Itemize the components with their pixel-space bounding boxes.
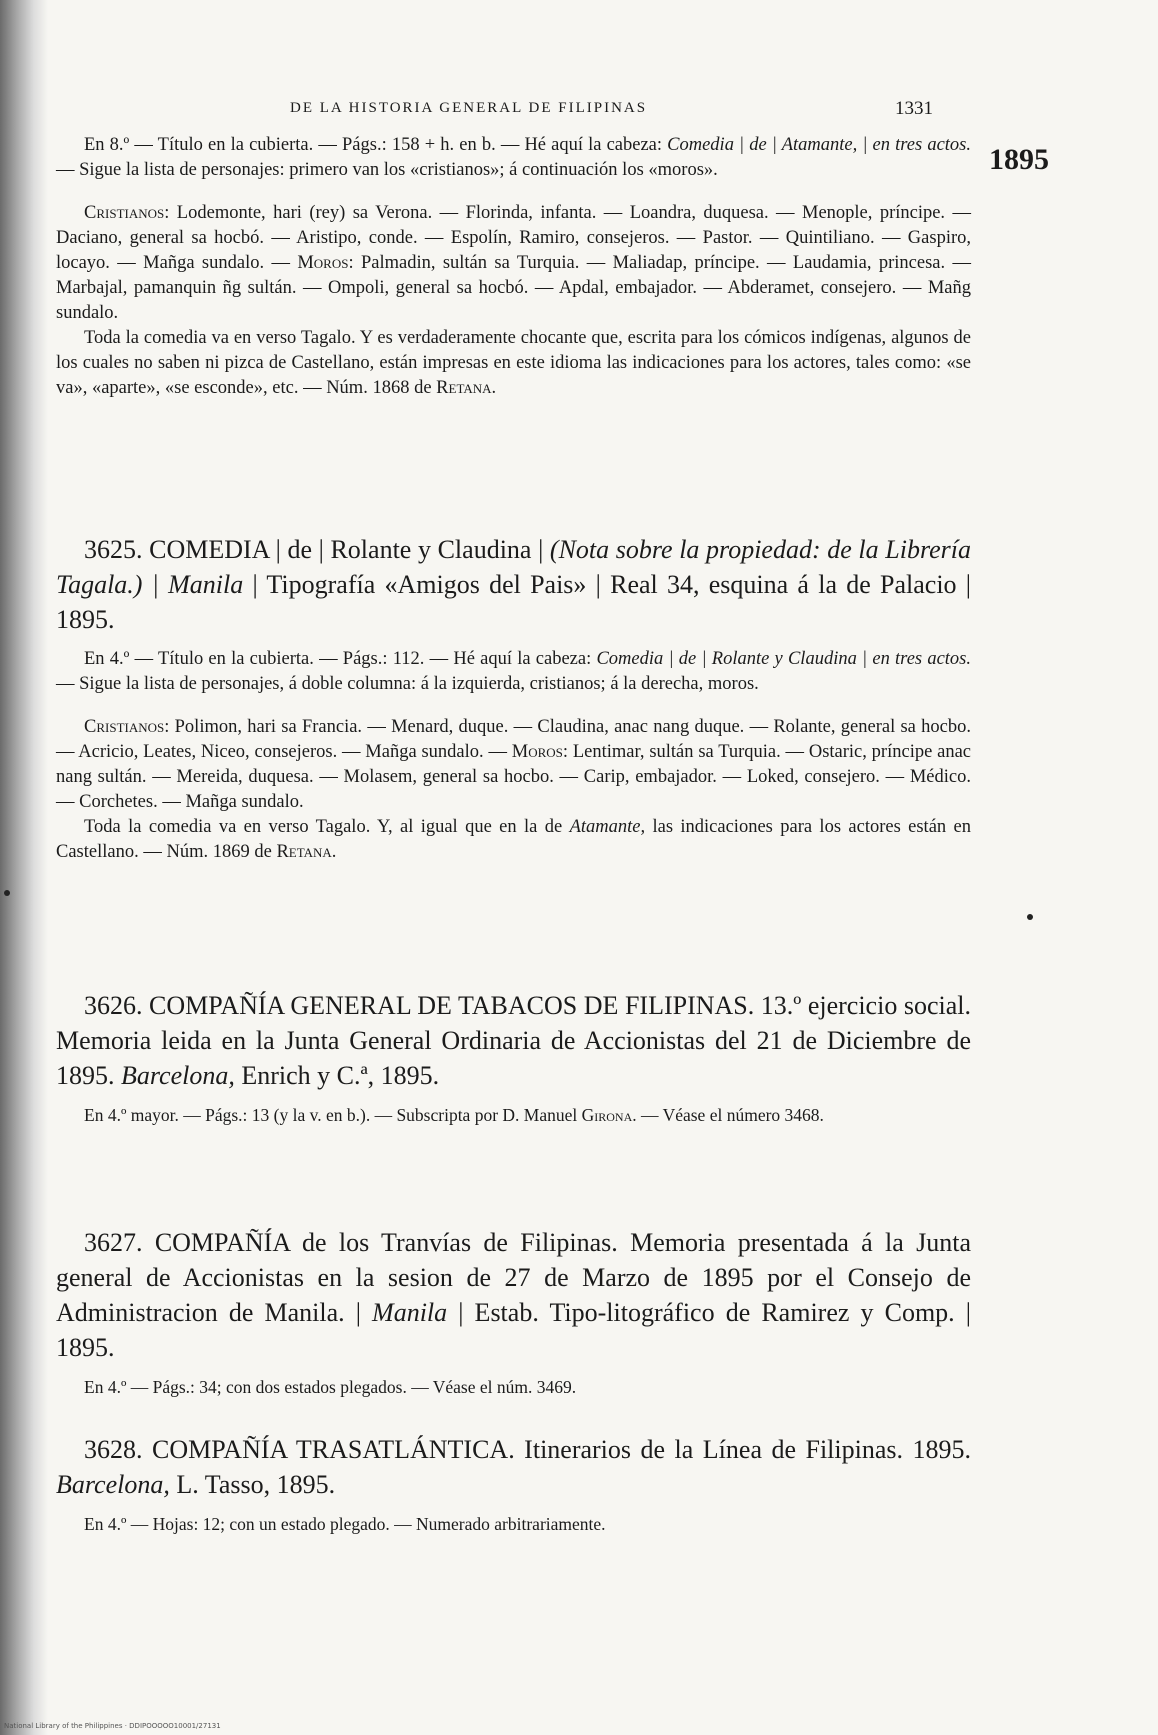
page-number: 1331 <box>895 98 933 119</box>
entry-3626 <box>56 988 971 1131</box>
note: Toda la comedia va en verso Tagalo. Y, al igual que en la de Atamante, las indicaciones para los actores están en Castellano. — Núm. 1869 de Retana. <box>56 817 971 862</box>
previous-entry-continuation <box>56 133 971 401</box>
year-marker: 1895 <box>989 143 1049 176</box>
description: En 4.º — Págs.: 34; con dos estados plegados. — Véase el núm. 3469. <box>84 1377 577 1397</box>
description: En 4.º — Título en la cubierta. — Págs.: 112. — Hé aquí la cabeza: Comedia | de | Rolante y Claudina | en tres actos. — Sigue la lista de personajes, á doble columna: á la izquierda, cristianos; á la derecha, moros. <box>56 649 971 694</box>
margin-mark <box>1027 914 1033 920</box>
cast-list: Cristianos: Lodemonte, hari (rey) sa Verona. — Florinda, infanta. — Loandra, duquesa. — Menople, príncipe. — Daciano, general sa hocbó. — Aristipo, conde. — Espolín, Ramiro, consejeros. — Pastor. — Quintiliano. — Gaspiro, locayo. — Mañga sundalo. — Moros: Palmadin, sultán sa Turquia. — Maliadap, príncipe. — Laudamia, princesa. — Marbajal, pamanquin ñg sultán. — Ompoli, general sa hocbó. — Apdal, embajador. — Abderamet, consejero. — Mañg sundalo. <box>56 203 971 323</box>
description: En 4.º — Hojas: 12; con un estado plegado. — Numerado arbitrariamente. <box>84 1514 606 1534</box>
entry-title: 3628. COMPAÑÍA TRASATLÁNTICA. Itinerarios de la Línea de Filipinas. 1895. Barcelona, L. Tasso, 1895. <box>56 1435 971 1499</box>
note: Toda la comedia va en verso Tagalo. Y es verdaderamente chocante que, escrita para los cómicos indígenas, algunos de los cuales no saben ni pizca de Castellano, están impresas en este idioma las indicaciones para los actores, tales como: «se va», «aparte», «se esconde», etc. — Núm. 1868 de Retana. <box>56 328 971 398</box>
binding-shadow <box>0 0 48 1735</box>
entry-number: 3628. <box>84 1435 143 1464</box>
description: En 4.º mayor. — Págs.: 13 (y la v. en b.). — Subscripta por D. Manuel Girona. — Véase el número 3468. <box>84 1105 824 1125</box>
description: En 8.º — Título en la cubierta. — Págs.: 158 + h. en b. — Hé aquí la cabeza: Comedia | de | Atamante, | en tres actos. — Sigue la lista de personajes: primero van los «cristianos»; á continuación los «moros». <box>56 135 971 180</box>
entry-number: 3625. <box>84 535 143 564</box>
entry-3628 <box>56 1432 971 1540</box>
margin-mark <box>4 890 10 896</box>
entry-number: 3626. <box>84 991 143 1020</box>
entry-title: 3625. COMEDIA | de | Rolante y Claudina | (Nota sobre la propiedad: de la Librería Tagala.) | Manila | Tipografía «Amigos del Pais» | Real 34, esquina á la de Palacio | 1895. <box>56 535 971 634</box>
entry-title: 3626. COMPAÑÍA GENERAL DE TABACOS DE FILIPINAS. 13.º ejercicio social. Memoria leida en la Junta General Ordinaria de Accionistas del 21 de Diciembre de 1895. Barcelona, Enrich y C.ª, 1895. <box>56 991 971 1090</box>
scan-footer: National Library of the Philippines · DDIPOOOOO10001/27131 <box>4 1722 221 1730</box>
running-title: DE LA HISTORIA GENERAL DE FILIPINAS <box>290 100 648 116</box>
entry-3625 <box>56 532 971 865</box>
entry-title: 3627. COMPAÑÍA de los Tranvías de Filipinas. Memoria presentada á la Junta general de Accionistas en la sesion de 27 de Marzo de 1895 por el Consejo de Administracion de Manila. | Manila | Estab. Tipo-litográfico de Ramirez y Comp. | 1895. <box>56 1228 971 1362</box>
entry-number: 3627. <box>84 1228 143 1257</box>
cast-list: Cristianos: Polimon, hari sa Francia. — Menard, duque. — Claudina, anac nang duque. — Rolante, general sa hocbo. — Acricio, Leates, Niceo, consejeros. — Mañga sundalo. — Moros: Lentimar, sultán sa Turquia. — Ostaric, príncipe anac nang sultán. — Mereida, duquesa. — Molasem, general sa hocbo. — Carip, embajador. — Loked, consejero. — Médico. — Corchetes. — Mañga sundalo. <box>56 717 971 812</box>
entry-3627 <box>56 1225 971 1403</box>
